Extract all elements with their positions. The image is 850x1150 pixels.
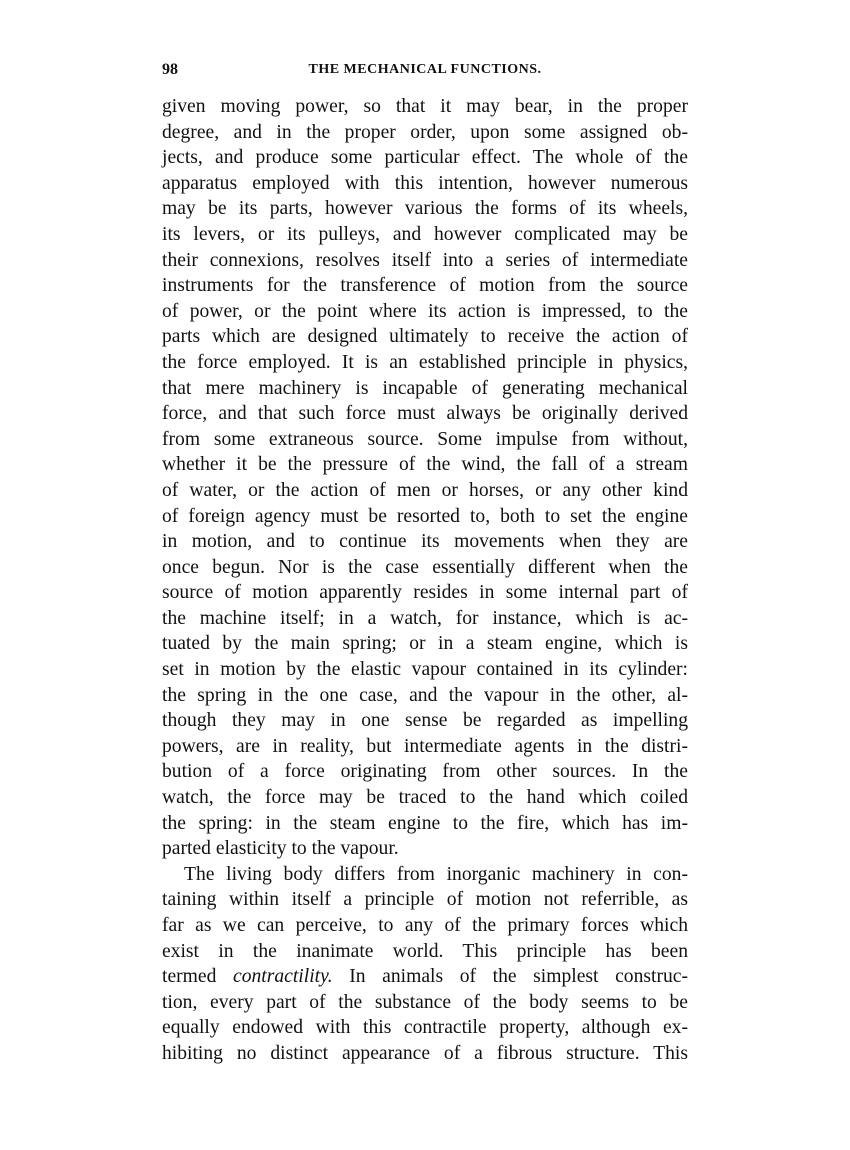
text-line: set in motion by the elastic vapour contained in its cylinder:: [162, 659, 688, 681]
text-line: powers, are in reality, but intermediate agents in the distri-: [162, 735, 688, 757]
text-line: force, and that such force must always be originally derived: [162, 403, 688, 425]
italic-term: contractility.: [233, 966, 333, 988]
text-line: the machine itself; in a watch, for instance, which is ac-: [162, 607, 688, 629]
text-line: given moving power, so that it may bear, in the proper: [162, 96, 688, 117]
text-line: whether it be the pressure of the wind, the fall of a stream: [162, 454, 688, 476]
text-line: the force employed. It is an established principle in physics,: [162, 351, 688, 373]
text-line: of foreign agency must be resorted to, both to set the engine: [162, 505, 688, 527]
text-line: apparatus employed with this intention, however numerous: [162, 172, 688, 194]
text-run: termed: [162, 966, 234, 988]
text-line: in motion, and to continue its movements when they are: [162, 531, 688, 553]
text-line: parts which are designed ultimately to receive the action of: [162, 326, 688, 348]
body-text: [162, 94, 688, 1067]
text-line: hibiting no distinct appearance of a fibrous structure. This: [162, 1042, 688, 1064]
text-line: may be its parts, however various the forms of its wheels,: [162, 198, 688, 220]
text-line: of power, or the point where its action is impressed, to the: [162, 300, 688, 322]
text-line: equally endowed with this contractile property, although ex-: [162, 1017, 688, 1039]
text-line: parted elasticity to the vapour.: [162, 838, 399, 860]
text-line: though they may in one sense be regarded as impelling: [162, 710, 688, 732]
text-line: The living body differs from inorganic machinery in con-: [184, 863, 688, 885]
running-title: THE MECHANICAL FUNCTIONS.: [308, 62, 542, 77]
text-line: their connexions, resolves itself into a series of intermediate: [162, 249, 688, 271]
page-number: 98: [162, 61, 178, 78]
text-line: degree, and in the proper order, upon some assigned ob-: [162, 121, 688, 143]
text-line: from some extraneous source. Some impulse from without,: [162, 428, 688, 450]
text-line: the spring in the one case, and the vapour in the other, al-: [162, 684, 688, 706]
text-run: In animals of the simplest construc-: [332, 966, 688, 988]
text-line: its levers, or its pulleys, and however complicated may be: [162, 223, 688, 245]
text-line: far as we can perceive, to any of the primary forces which: [162, 915, 688, 936]
text-line: that mere machinery is incapable of generating mechanical: [162, 377, 688, 399]
text-line: once begun. Nor is the case essentially different when the: [162, 556, 688, 578]
paragraph-1: [162, 94, 688, 862]
paragraph-2: [162, 862, 688, 1067]
text-line: taining within itself a principle of motion not referrible, as: [162, 889, 688, 911]
text-line: bution of a force originating from other sources. In the: [162, 761, 688, 783]
text-line: source of motion apparently resides in some internal part of: [162, 582, 688, 604]
text-line: tuated by the main spring; or in a steam engine, which is: [162, 633, 688, 655]
text-line: of water, or the action of men or horses, or any other kind: [162, 479, 688, 501]
text-line: jects, and produce some particular effect. The whole of the: [162, 147, 688, 169]
running-head: [162, 56, 688, 84]
text-line: exist in the inanimate world. This principle has been: [162, 940, 688, 962]
text-line: tion, every part of the substance of the body seems to be: [162, 991, 688, 1013]
book-page: [162, 56, 688, 1067]
text-line: the spring: in the steam engine to the fire, which has im-: [162, 812, 688, 834]
text-line: instruments for the transference of motion from the source: [162, 275, 688, 297]
text-line: watch, the force may be traced to the hand which coiled: [162, 787, 688, 809]
text-line-with-italic: [162, 964, 688, 990]
